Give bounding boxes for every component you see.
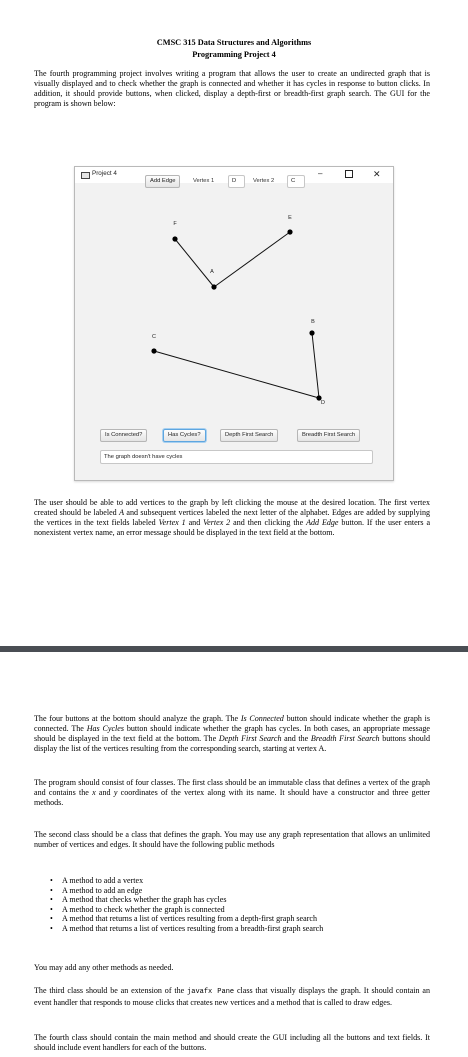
intro-paragraph: The fourth programming project involves writing a program that allows the user to create an undirected graph that is visually displayed and to check whether the graph is connected and whether it has cycles in response to button clicks. In addition, it should provide buttons, when clicked, display a depth-first or breadth-first graph search. The GUI for the program is shown below: [34,69,430,108]
classes-paragraph: The program should consist of four classes. The first class should be an immutable class that defines a vertex of the graph and contains the x and y coordinates of the vertex along with its name. It should have a constructor and three getter methods. [34,778,430,807]
vertex-c-label: C [152,334,156,340]
methods-list [50,876,430,934]
is-connected-button[interactable]: Is Connected? [100,429,147,442]
list-item: • A method to add a vertex [50,876,430,886]
vertex-b-node[interactable] [309,330,314,335]
minimize-icon[interactable]: – [318,169,323,178]
vertex-labels [152,215,325,406]
list-item: • A method to add an edge [50,886,430,896]
edge-f-a [175,239,214,287]
close-icon[interactable]: ✕ [373,169,381,179]
vertex-e-node[interactable] [287,229,292,234]
graph-class-paragraph: The second class should be a class that defines the graph. You may use any graph representation that allows an unlimited number of vertices and edges. It should have the following public methods [34,830,430,849]
edge-c-d [154,351,319,398]
depth-first-search-button[interactable]: Depth First Search [220,429,278,442]
list-item: • A method that returns a list of vertices resulting from a breadth-first graph search [50,924,430,934]
document-page-2 [0,652,468,1057]
vertex-f-node[interactable] [172,236,177,241]
user-interaction-paragraph: The user should be able to add vertices to the graph by left clicking the mouse at the desired location. The first vertex created should be labeled A and subsequent vertices labeled the next letter of the alphabet. Edges are added by supplying the vertices in the text fields labeled Vertex 1 and Vertex 2 and then clicking the Add Edge button. If the user enters a nonexistent vertex name, an error message should be displayed in the text field at the bottom. [34,498,431,537]
vertex2-field[interactable]: C [287,175,305,188]
main-class-paragraph: The fourth class should contain the main method and should create the GUI including all the buttons and text fields. It should include event handlers for each of the buttons. [34,1033,430,1052]
gui-screenshot-window [74,166,394,481]
add-edge-button[interactable]: Add Edge [145,175,180,188]
vertex-f-label: F [173,221,177,227]
list-item: • A method that returns a list of vertices resulting from a depth-first graph search [50,914,430,924]
course-title: CMSC 315 Data Structures and Algorithms [156,38,312,47]
has-cycles-button[interactable]: Has Cycles? [163,429,206,442]
vertex1-field[interactable]: D [228,175,245,188]
buttons-paragraph: The four buttons at the bottom should analyze the graph. The Is Connected button should indicate whether the graph is connected. The Has Cycles button should indicate whether the graph has cycles. In both cases, an appropriate message should be displayed in the text field at the bottom. The Depth First Search and the Breadth First Search buttons should display the list of the vertices resulting from the corresponding search, starting at vertex A. [34,714,431,753]
vertex-b-label: B [311,319,315,325]
graph-pane[interactable] [75,201,393,441]
vertex2-label: Vertex 2 [253,178,275,184]
vertex-d-label: D [321,400,325,406]
edge-b-d [312,333,319,398]
pane-class-paragraph: The third class should be an extension of the javafx Pane class that visually displays the graph. It should contain an event handler that responds to mouse clicks that creates new vertices and a method that is called to draw edges. [34,986,430,1007]
vertex-c-node[interactable] [151,348,156,353]
message-field[interactable]: The graph doesn't have cycles [100,450,373,464]
list-item: • A method that checks whether the graph has cycles [50,895,430,905]
vertex1-label: Vertex 1 [193,178,215,184]
app-icon [81,172,90,179]
list-item: • A method to check whether the graph is connected [50,905,430,915]
graph-edges [154,232,319,398]
edge-a-e [214,232,290,287]
maximize-icon[interactable] [345,170,353,178]
breadth-first-search-button[interactable]: Breadth First Search [297,429,360,442]
other-methods-paragraph: You may add any other methods as needed. [34,963,174,972]
vertex-e-label: E [288,215,292,221]
vertex-a-node[interactable] [211,284,216,289]
vertex-a-label: A [210,269,214,275]
project-title: Programming Project 4 [192,50,276,59]
window-title: Project 4 [92,170,117,177]
